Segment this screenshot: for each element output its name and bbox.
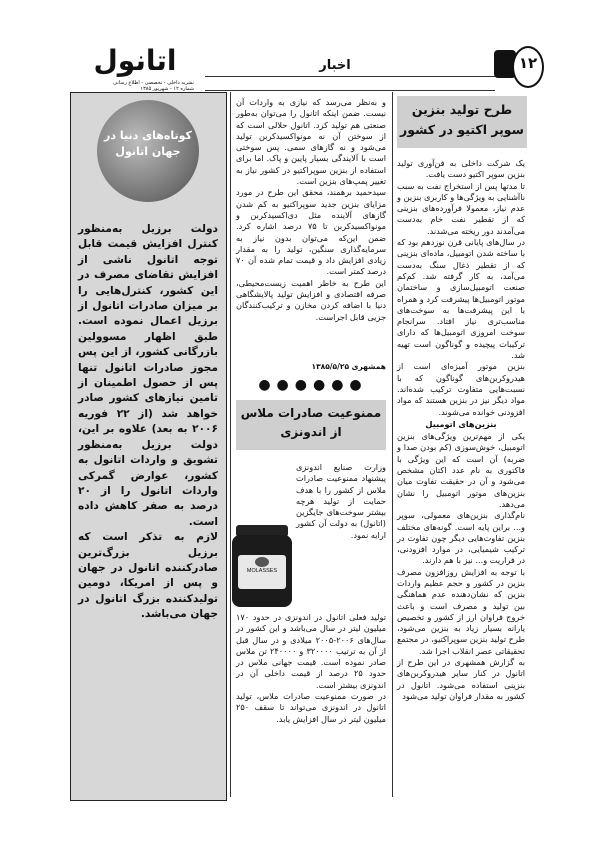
paragraph: در صورت ممنوعیت صادرات ملاس، تولید اتانول در اندونزی می‌تواند تا سقف ۲۵۰ میلیون لیتر در سال افزایش یابد. <box>236 691 386 724</box>
paragraph: یک شرکت داخلی به فن‌آوری تولید بنزین سوپر اکتیو دست یافت. <box>397 158 525 180</box>
paragraph: تولید فعلی اتانول در اندونزی در حدود ۱۷۰ میلیون لیتر در سال می‌باشد و این کشور در سال‌های ۲۰۰۶-۲۰۰۵ میلادی و در سال قبل از آن به ترتیب ۳۲۰۰۰۰ و ۲۴۰۰۰۰ تن ملاس صادر نموده است. قیمت جهانی ملاس در حدود ۲۵ درصد از قیمت داخلی آن در اندونزی بیشتر است. <box>236 612 386 690</box>
paragraph: لازم به تذکر است که برزیل بزرگ‌ترین صادرکننده اتانول در جهان و پس از امریکا، دومین تولیدکننده بزرگ اتانول در جهان می‌باشد. <box>78 531 218 621</box>
paragraph: دولت برزیل به‌منظور کنترل افزایش قیمت قابل توجه اتانول ناشی از افزایش تقاضای مصرف در این کشور، کنترل‌هایی را بر میزان صادرات اتانول از برزیل اعمال نموده است. طبق اظهار مسوولین بازرگانی کشور، از این پس مجوز صادرات اتانول تنها پس از حصول اطمینان از تامین نیازهای کشور صادر خواهد شد (از ۲۲ فوریه ۲۰۰۶ به بعد) علاوه بر این، دولت برزیل به‌منظور تشویق و واردات اتانول به کشور، عوارض گمرکی واردات اتانول را از ۲۰ درصد به صفر کاهش داده است. <box>78 223 218 528</box>
sidebar-title: کوتاه‌های دنیا در جهان اتانول <box>104 129 192 158</box>
separator-dots: ●●●●●● <box>258 377 368 393</box>
section-title: اخبار <box>319 58 351 73</box>
article-body-top <box>296 462 386 541</box>
header-rule <box>205 76 495 77</box>
column-divider <box>392 92 393 797</box>
paragraph: تا مدتها پس از استخراج نفت به سبب ناآشنایی به ویژگی‌ها و کاربری بنزین و عدم نیاز، معمولا فرآورده‌های بنزینی که از تقطیر نفت خام به‌دست می‌آمدند دور ریخته می‌شدند. <box>397 180 525 236</box>
paragraph: وزارت صنایع اندونزی پیشنهاد ممنوعیت صادرات ملاس از کشور را با هدف حمایت از تولید هرچه بیشتر سوخت‌های جایگزین (اتانول) به دولت آن کشور ارایه نمود. <box>296 462 386 540</box>
subheading: بنزین‌های اتومبیل <box>425 418 497 429</box>
logo-subtitle: نشریه داخلی - تخصصی - اطلاع رسانی شماره ۱۲ - شهریور ۱۳۸۵ <box>113 80 194 92</box>
column-divider <box>230 92 231 797</box>
paragraph: در سال‌های پایانی قرن نوزدهم بود که با ساخته شدن اتومبیل، ماده‌ای بنزینی که از تقطیر ذغال سنگ به‌دست می‌آمد، به کار گرفته شد. کم‌کم صنعت اتومبیل‌سازی و ساختمان موتور اتومبیل‌ها پیشرفت کرد و همراه با این پیشرفت‌ها به سوخت‌های مناسب‌تری نیاز افتاد. سرانجام سوخت امروزی اتومبیل‌ها که دارای ترکیبات پیچیده و گوناگون است تهیه شد. <box>397 237 525 361</box>
paragraph: این طرح به خاطر اهمیت زیست‌محیطی، صرفه اقتصادی و افزایش تولید پالایشگاهی دنیا با اضافه کردن مخازن و ترکیب‌کنندگان جزیی قابل اجراست. <box>236 277 386 322</box>
article-body-continued <box>236 97 386 323</box>
page-number: ۱۲ <box>518 54 538 72</box>
paragraph: بنزین موتور آمیزه‌ای است از هیدروکربن‌های گوناگون که با نسبت‌هایی متفاوت ترکیب شده‌اند. مواد دیگر نیز در بنزین هستند که مواد افزودنی خوانده می‌شوند. <box>397 361 525 417</box>
article-body <box>397 158 525 702</box>
article-headline: ممنوعیت صادرات ملاس از اندونزی <box>236 400 386 450</box>
paragraph: سید‌حمید برهمند، محقق این طرح در مورد مزایای بنزین جدید سوپراکتیو به کم شدن گازهای آلاینده مثل دی‌اکسیدکربن و مونواکسیدکربن تا ۷۵ درصد اشاره کرد. ضمن این‌که می‌توان بدون نیاز به سرمایه‌گذاری سنگین، تولید را به مقدار زیادی افزایش داد و قیمت تمام شده آن ۷۰ درصد کمتر است. <box>236 187 386 277</box>
sidebar-body <box>78 222 218 623</box>
header-rule-bottom <box>205 90 495 91</box>
article-source: همشهری ۱۳۸۵/۵/۲۵ <box>311 362 386 371</box>
magazine-logo <box>70 40 200 94</box>
molasses-jar-image <box>232 525 292 607</box>
paragraph: به گزارش همشهری در این طرح از اتانول در کنار سایر هیدروکربن‌های بنزینی استفاده می‌شود. اتانول در کشور به مقدار فراوان تولید می‌شود <box>397 657 525 701</box>
article-headline: طرح تولید بنزین سوپر اکتیو در کشور <box>397 96 527 148</box>
paragraph: یکی از مهم‌ترین ویژگی‌های بنزین اتومبیل، خوش‌سوزی (کم بودن صدا و ضربه) آن است که این ویژگی با فاکتوری به نام عدد اکتان مشخص می‌شود و آن در حقیقت تفاوت میان بنزین‌های موتور اتومبیل را نشان می‌دهد. <box>397 431 525 509</box>
logo-title: اتانول <box>93 44 177 77</box>
paragraph: با توجه به افزایش روزافزون مصرف بنزین در کشور و حجم عظیم واردات بنزین که نشان‌دهنده عدم هماهنگی بین تولید و مصرف است و باعث خروج فراوان ارز از کشور و تخصیص یارانه بسیار زیاد به بنزین می‌شود، طرح تولید بنزین سوپراکتیو، در مجتمع تحقیقاتی عصر انقلاب اجرا شد. <box>397 566 525 656</box>
paragraph: و به‌نظر می‌رسد که نیازی به واردات آن نیست. ضمن اینکه اتانول را می‌توان به‌طور صنعتی هم تولید کرد. اتانول حلالی است که از سوختن آن نه مونواکسیدکربن تولید می‌شود و نه گازهای سمی. پس سوختی است با آلایندگی بسیار پایین و پاک. اما برای استفاده از بنزین سوپراکتیو در کشور نیاز به تغییر پمپ‌های بنزین است. <box>236 97 386 187</box>
jar-label: MOLASSES <box>246 568 278 574</box>
paragraph: نام‌گذاری بنزین‌های معمولی، سوپر و... براین پایه است. گونه‌های مختلف بنزین تفاوت‌هایی دیگر چون تفاوت در ترکیب شیمیایی، در موارد افزودنی، در فراریت و... نیز با هم دارند. <box>397 510 525 566</box>
page-number-badge <box>494 44 540 88</box>
article-body <box>236 612 386 725</box>
